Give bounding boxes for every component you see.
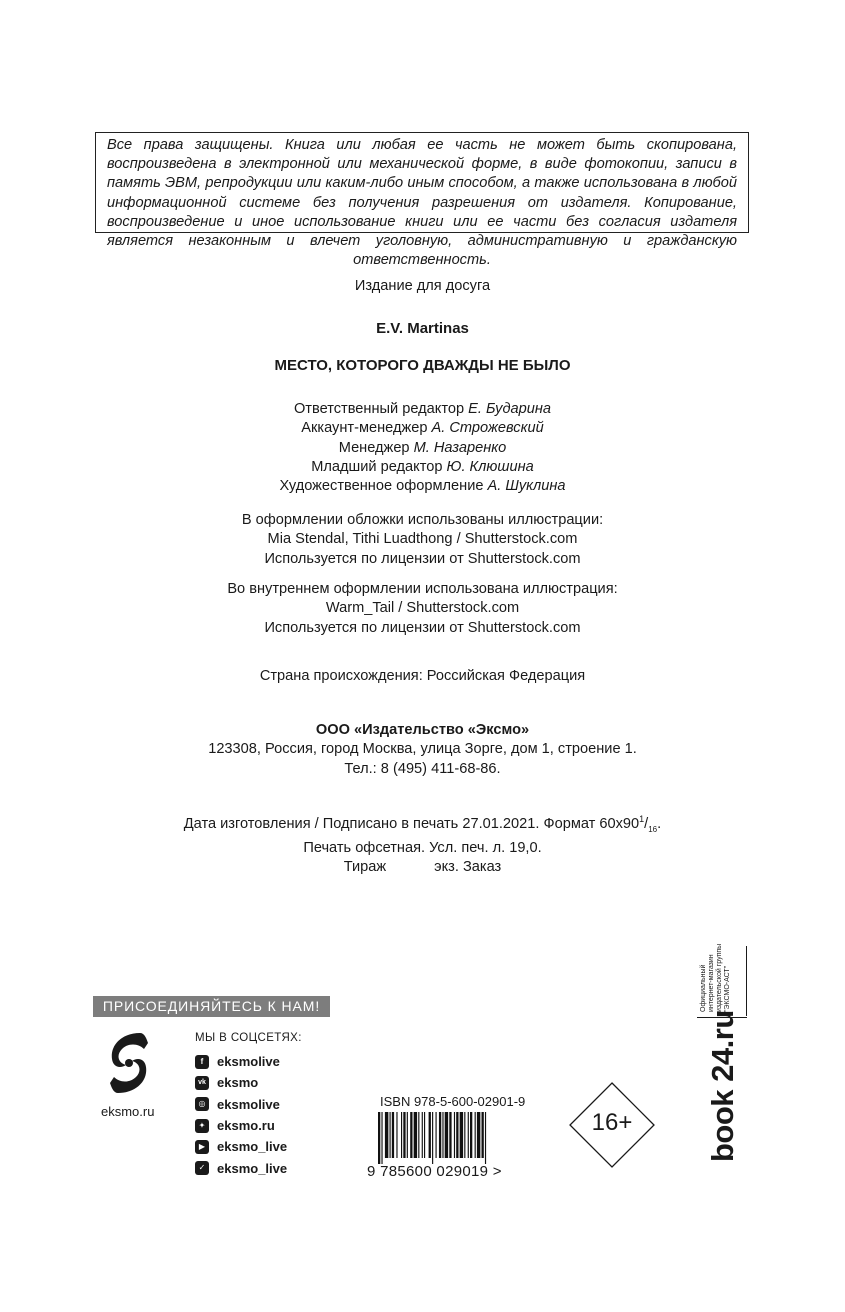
barcode-bar bbox=[460, 1112, 463, 1158]
credit-role: Младший редактор bbox=[311, 458, 443, 475]
social-item-website[interactable] bbox=[195, 1115, 287, 1136]
format-sub: 16 bbox=[648, 824, 658, 834]
credit-role: Ответственный редактор bbox=[293, 401, 465, 417]
barcode-bar bbox=[429, 1112, 431, 1158]
facebook-icon: f bbox=[195, 1055, 209, 1069]
barcode-bar bbox=[439, 1112, 441, 1158]
barcode-bar bbox=[442, 1112, 443, 1158]
rights-notice: Все права защищены. Книга или любая ее часть не может быть скопирована, воспроизведена в электронной или механической форме, в виде фотокопии, записи в память ЭВМ, репродукции или каким-либо иным способом, а также использована в любой информационной системе без получения разрешения от издателя. Копирование, воспроизведение и иное использование книги или ее части без согласия издателя является незаконным и влечет уголовную, административную и гражданскую ответственность. bbox=[95, 132, 749, 233]
print-info-line-1: Дата изготовления / Подписано в печать 27.01.2021. Формат $60х90^1/_{16}$. bbox=[183, 814, 662, 834]
youtube-icon: ▶ bbox=[195, 1140, 209, 1154]
book24-caption-text bbox=[700, 944, 732, 1012]
barcode-bar bbox=[422, 1112, 423, 1158]
eksmo-site-label: eksmo.ru bbox=[101, 1104, 155, 1119]
twitter-icon: ✓ bbox=[195, 1161, 209, 1175]
credit-line bbox=[0, 477, 845, 496]
barcode-bar bbox=[477, 1112, 480, 1158]
barcode-bar bbox=[485, 1112, 486, 1164]
publisher-name: ООО «Издательство «Эксмо» bbox=[315, 722, 530, 738]
social-list bbox=[195, 1051, 287, 1179]
caption-line: интернет-магазин bbox=[708, 954, 715, 1012]
barcode-bar bbox=[454, 1112, 455, 1158]
barcode-bar bbox=[418, 1112, 419, 1158]
isbn-label: ISBN 978-5-600-02901-9 bbox=[380, 1094, 526, 1109]
credit-name: М. Назаренко bbox=[413, 439, 507, 456]
cover-illustrations bbox=[0, 511, 845, 569]
author: E.V. Martinas bbox=[376, 320, 469, 337]
barcode-bar bbox=[456, 1112, 458, 1158]
caption-line: издательской группы bbox=[716, 943, 723, 1012]
credit-line bbox=[0, 458, 845, 477]
social-item-facebook[interactable] bbox=[195, 1051, 287, 1072]
cover-illustrations-line: Используется по лицензии от Shutterstock.com bbox=[264, 550, 581, 567]
print-format-text: Дата изготовления / Подписано в печать 27.01.2021. Формат 60х90 bbox=[183, 815, 640, 832]
print-info-line-3 bbox=[0, 858, 845, 877]
social-item-instagram[interactable] bbox=[195, 1094, 287, 1115]
vk-icon: vk bbox=[195, 1076, 209, 1090]
print-format-suffix: . bbox=[657, 815, 662, 832]
credit-name: Ю. Клюшина bbox=[446, 458, 534, 475]
cover-illustrations-line: В оформлении обложки использованы иллюстрации: bbox=[241, 512, 604, 528]
social-label: eksmolive bbox=[217, 1054, 280, 1070]
social-label: eksmo bbox=[217, 1075, 259, 1091]
print-run-label: Тираж bbox=[343, 859, 387, 876]
social-label: eksmo.ru bbox=[217, 1118, 275, 1134]
format-sup: 1 bbox=[639, 814, 645, 824]
credit-line bbox=[0, 439, 845, 458]
inner-illustrations bbox=[0, 580, 845, 638]
barcode-bar bbox=[482, 1112, 484, 1158]
credit-name: А. Шуклина bbox=[487, 478, 566, 495]
barcode-bar bbox=[381, 1112, 382, 1164]
book-title: МЕСТО, КОТОРОГО ДВАЖДЫ НЕ БЫЛО bbox=[274, 357, 571, 374]
credit-role: Менеджер bbox=[338, 439, 410, 456]
barcode-bar bbox=[470, 1112, 472, 1158]
barcode-bar bbox=[464, 1112, 465, 1158]
credit-line bbox=[0, 419, 845, 438]
barcode-bar bbox=[401, 1112, 402, 1158]
barcode-bar bbox=[392, 1112, 394, 1158]
inner-illustrations-line: Используется по лицензии от Shutterstock.com bbox=[264, 619, 581, 636]
country-of-origin: Страна происхождения: Российская Федерация bbox=[259, 668, 586, 684]
credit-role: Художественное оформление bbox=[279, 478, 484, 495]
instagram-icon: ◎ bbox=[195, 1097, 209, 1111]
publisher-block bbox=[0, 721, 845, 779]
book24-logo-text: book 24.ru bbox=[705, 1010, 740, 1162]
caption-line: "ЭКСМО-АСТ" bbox=[724, 965, 731, 1012]
social-label: eksmolive bbox=[217, 1096, 280, 1112]
barcode-digits: 9 785600 029019 > bbox=[367, 1163, 502, 1180]
barcode-bar bbox=[385, 1112, 388, 1158]
barcode-bar bbox=[475, 1112, 476, 1158]
caption-line: Официальный bbox=[700, 964, 707, 1012]
barcode-bar bbox=[396, 1112, 397, 1158]
order-label: экз. Заказ bbox=[434, 859, 502, 876]
website-icon: ✦ bbox=[195, 1119, 209, 1133]
join-us-banner: ПРИСОЕДИНЯЙТЕСЬ К НАМ! bbox=[93, 996, 330, 1017]
barcode-bar bbox=[407, 1112, 408, 1158]
barcode-bar bbox=[432, 1112, 433, 1164]
edition-type: Издание для досуга bbox=[354, 278, 491, 294]
print-info-line-2: Печать офсетная. Усл. печ. л. 19,0. bbox=[303, 840, 542, 857]
barcode-bar bbox=[378, 1112, 380, 1164]
print-info bbox=[0, 810, 845, 878]
inner-illustrations-line: Во внутреннем оформлении использована иллюстрация: bbox=[227, 581, 618, 597]
barcode-bar bbox=[403, 1112, 405, 1158]
inner-illustrations-line: Warm_Tail / Shutterstock.com bbox=[325, 600, 520, 617]
social-heading: МЫ В СОЦСЕТЯХ: bbox=[195, 1032, 302, 1044]
barcode-bar bbox=[410, 1112, 412, 1158]
book24-caption bbox=[698, 932, 758, 1012]
credit-name: Е. Бударина bbox=[468, 401, 552, 417]
barcode-bar bbox=[468, 1112, 469, 1158]
barcode-icon bbox=[378, 1112, 528, 1164]
cover-illustrations-line: Mia Stendal, Tithi Luadthong / Shutterstock.com bbox=[267, 531, 578, 548]
social-item-youtube[interactable] bbox=[195, 1136, 287, 1157]
social-label: eksmo_live bbox=[217, 1139, 288, 1155]
social-item-twitter[interactable] bbox=[195, 1157, 287, 1178]
barcode-bar bbox=[436, 1112, 437, 1158]
publisher-phone: Тел.: 8 (495) 411-68-86. bbox=[344, 760, 501, 777]
credit-line bbox=[0, 400, 845, 419]
barcode-bar bbox=[424, 1112, 425, 1158]
eksmo-logo-icon bbox=[104, 1029, 154, 1097]
credit-role: Аккаунт-менеджер bbox=[301, 420, 428, 437]
age-rating: 16+ bbox=[591, 1109, 633, 1136]
social-item-vk[interactable] bbox=[195, 1072, 287, 1093]
book24-divider bbox=[746, 946, 747, 1016]
barcode-bar bbox=[449, 1112, 451, 1158]
book24-logo bbox=[690, 1010, 760, 1167]
barcode-bar bbox=[390, 1112, 391, 1158]
publisher-address: 123308, Россия, город Москва, улица Зорге, дом 1, строение 1. bbox=[208, 741, 637, 758]
credits-list bbox=[0, 400, 845, 496]
barcode-bar bbox=[414, 1112, 417, 1158]
barcode-bar bbox=[445, 1112, 448, 1158]
credit-name: А. Строжевский bbox=[431, 420, 544, 437]
social-label: eksmo_live bbox=[217, 1160, 288, 1176]
